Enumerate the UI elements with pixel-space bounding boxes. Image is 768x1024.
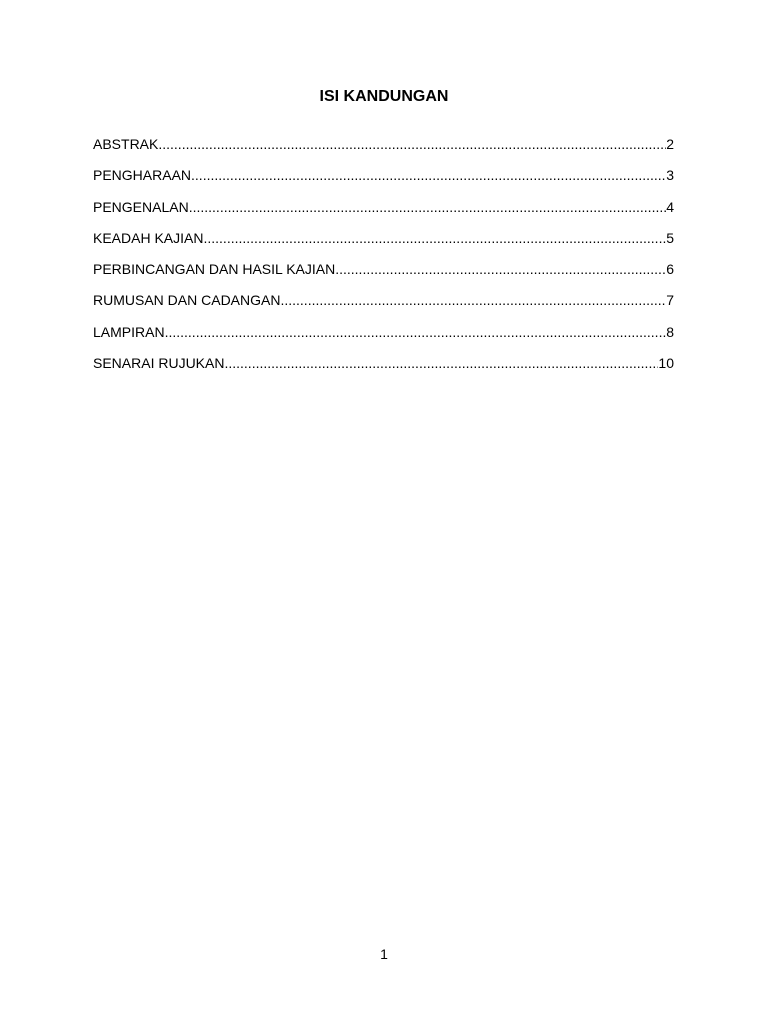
toc-dot-leader: [165, 324, 667, 341]
toc-dot-leader: [280, 292, 666, 309]
toc-entry-page: 4: [666, 198, 674, 215]
toc-entry-page: 8: [666, 323, 674, 340]
toc-entry-pengenalan: [93, 199, 674, 230]
toc-dot-leader: [335, 261, 666, 278]
table-of-contents: [93, 136, 674, 386]
toc-entry-keadah-kajian: [93, 230, 674, 261]
toc-entry-pengharaan: [93, 167, 674, 198]
toc-entry-label: PENGHARAAN: [93, 167, 192, 184]
toc-entry-page: 2: [666, 136, 674, 152]
toc-entry-label: RUMUSAN DAN CADANGAN: [93, 292, 281, 309]
toc-entry-label: ABSTRAK: [93, 136, 159, 152]
toc-entry-label: SENARAI RUJUKAN: [93, 355, 225, 372]
toc-entry-perbincangan: [93, 261, 674, 292]
toc-dot-leader: [191, 167, 666, 184]
toc-entry-label: PENGENALAN: [93, 198, 189, 215]
toc-entry-senarai-rujukan: [93, 355, 674, 386]
toc-entry-page: 3: [666, 167, 674, 184]
toc-dot-leader: [158, 136, 666, 153]
page-title: ISI KANDUNGAN: [319, 88, 449, 105]
toc-entry-label: KEADAH KAJIAN: [93, 229, 204, 246]
toc-dot-leader: [224, 355, 658, 372]
toc-dot-leader: [189, 199, 667, 216]
toc-entry-page: 6: [666, 261, 674, 278]
toc-entry-page: 7: [666, 292, 674, 309]
page-number: 1: [380, 946, 388, 962]
toc-entry-label: LAMPIRAN: [93, 323, 165, 340]
toc-entry-rumusan: [93, 292, 674, 323]
toc-entry-label: PERBINCANGAN DAN HASIL KAJIAN: [93, 261, 336, 278]
toc-entry-page: 10: [658, 355, 674, 372]
toc-dot-leader: [203, 230, 666, 247]
toc-entry-abstrak: [93, 136, 674, 167]
toc-entry-lampiran: [93, 324, 674, 355]
toc-entry-page: 5: [666, 229, 674, 246]
